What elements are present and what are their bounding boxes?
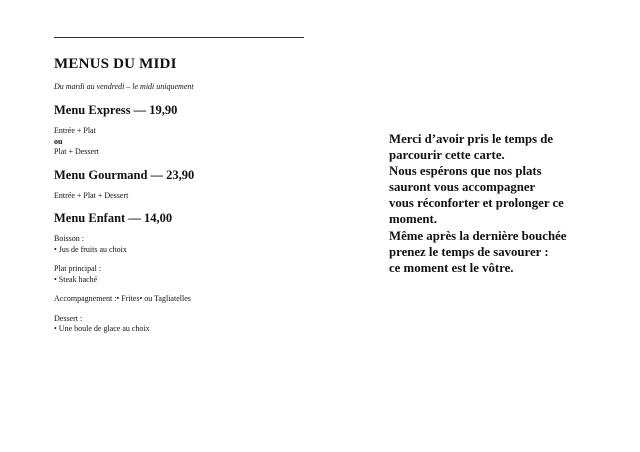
message-line: sauront vous accompagner <box>389 180 536 195</box>
express-option-1: Entrée + Plat <box>54 126 96 135</box>
enfant-dessert-label: Dessert : <box>54 313 83 323</box>
message-line: Même après la dernière bouchée <box>389 228 567 243</box>
menu-title: MENUS DU MIDI <box>54 56 177 72</box>
message-line: parcourir cette carte. <box>389 148 505 163</box>
express-option-2: Plat + Dessert <box>54 147 99 156</box>
thank-you-message <box>389 131 609 276</box>
gourmand-menu-title: Menu Gourmand — 23,90 <box>54 167 195 182</box>
express-or: ou <box>54 136 63 146</box>
message-line: Nous espérons que nos plats <box>389 164 542 179</box>
message-line: vous réconforter et prolonger ce <box>389 196 564 211</box>
enfant-menu-title: Menu Enfant — 14,00 <box>54 211 173 225</box>
menu-subtitle: Du mardi au vendredi – le midi uniquement <box>54 82 194 91</box>
message-line: prenez le temps de savourer : <box>389 244 549 259</box>
enfant-plat-label: Plat principal : <box>54 264 102 273</box>
enfant-boisson-item: • Jus de fruits au choix <box>54 244 127 254</box>
message-line: Merci d’avoir pris le temps de <box>389 132 554 146</box>
message-line: moment. <box>389 212 437 227</box>
gourmand-option: Entrée + Plat + Dessert <box>54 190 129 200</box>
lunch-menu-column <box>54 37 314 335</box>
top-divider <box>54 37 304 38</box>
enfant-accompagnement: Accompagnement :• Frites• ou Tagliatelles <box>54 294 191 303</box>
enfant-boisson-label: Boisson : <box>54 234 85 243</box>
message-line: ce moment est le vôtre. <box>389 260 514 275</box>
enfant-dessert-item: • Une boule de glace au choix <box>54 324 150 333</box>
enfant-plat-item: • Steak haché <box>54 274 98 284</box>
express-menu-title: Menu Express — 19,90 <box>54 103 178 117</box>
